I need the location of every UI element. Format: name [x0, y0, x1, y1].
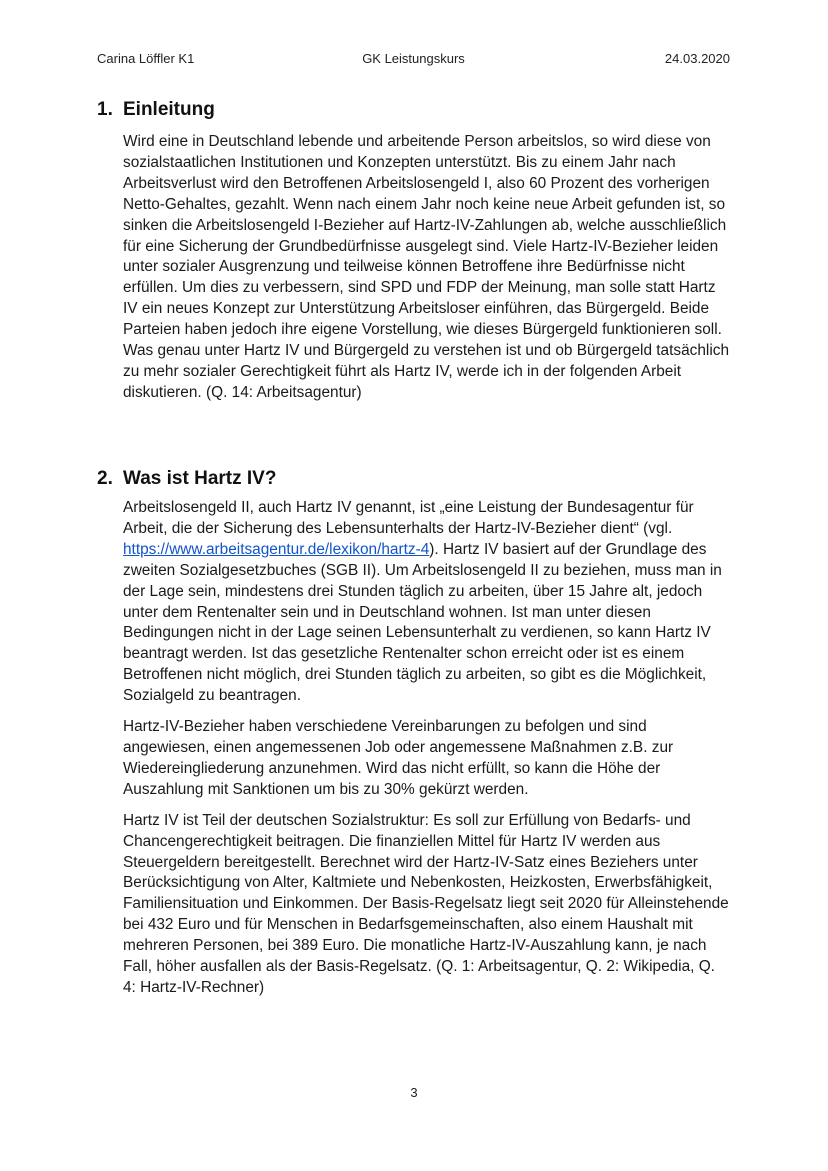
paragraph-text: ). Hartz IV basiert auf der Grundlage des zweiten Sozialgesetzbuches (SGB II). Um Arbeitslosengeld II zu beziehen, muss man in der Lage sein, mindestens drei Stunden täglich zu arbeiten, über 15 Jahre alt, jedoch unter dem Rentenalter sein und in Deutschland wohnen. Ist man unter diesen Bedingungen nicht in der Lage seinen Lebensunterhalt zu verdienen, so kann Hartz IV beantragt werden. Ist das gesetzliche Rentenalter schon erreicht oder ist es einem Betroffenen nicht möglich, drei Stunden täglich zu arbeiten, so gibt es die Möglichkeit, Sozialgeld zu beantragen. [123, 540, 722, 705]
section-was-ist-hartz-iv [97, 467, 737, 999]
paragraph-text: Arbeitslosengeld II, auch Hartz IV genannt, ist „eine Leistung der Bundesagentur für Arbeit, die der Sicherung des Lebensunterhalts der Hartz-IV-Bezieher dient“ (vgl. [123, 499, 694, 537]
paragraph: Wird eine in Deutschland lebende und arbeitende Person arbeitslos, so wird diese von sozialstaatlichen Institutionen und Konzepten unterstützt. Bis zu einem Jahr nach Arbeitsverlust wird den Betroffenen Arbeitslosengeld I, also 60 Prozent des vorherigen Netto-Gehaltes, gezahlt. Wenn nach einem Jahr noch keine neue Arbeit gefunden ist, so sinken die Arbeitslosengeld I-Bezieher auf Hartz-IV-Zahlungen ab, welche ausschließlich für eine Sicherung der Grundbedürfnisse ausgelegt sind. Viele Hartz-IV-Bezieher leiden unter sozialer Ausgrenzung und teilweise können Betroffene ihre Bedürfnisse nicht erfüllen. Um dies zu verbessern, sind SPD und FDP der Meinung, man solle statt Hartz IV ein neues Konzept zur Unterstützung Arbeitsloser einführen, das Bürgergeld. Beide Parteien haben jedoch ihre eigene Vorstellung, wie dieses Bürgergeld funktionieren soll. Was genau unter Hartz IV und Bürgergeld zu verstehen ist und ob Bürgergeld tatsächlich zu mehr sozialer Gerechtigkeit führt als Hartz IV, werde ich in der folgenden Arbeit diskutieren. (Q. 14: Arbeitsagentur) [123, 133, 729, 401]
section-title: Einleitung [123, 99, 215, 120]
paragraph [123, 498, 729, 707]
section-body [123, 132, 729, 404]
header-author-class: Carina Löffler K1 [97, 51, 195, 66]
header-course: GK Leistungskurs [362, 51, 465, 66]
section-heading [97, 467, 737, 491]
page-number: 3 [410, 1085, 418, 1100]
section-einleitung [97, 98, 737, 404]
paragraph: Hartz IV ist Teil der deutschen Sozialstruktur: Es soll zur Erfüllung von Bedarfs- und Chancengerechtigkeit beitragen. Die finanziellen Mittel für Hartz IV werden aus Steuergeldern bereitgestellt. Berechnet wird der Hartz-IV-Satz eines Beziehers unter Berücksichtigung von Alter, Kaltmiete und Nebenkosten, Heizkosten, Erwerbsfähigkeit, Familiensituation und Einkommen. Der Basis-Regelsatz liegt seit 2020 für Alleinstehende bei 432 Euro und für Menschen in Bedarfsgemeinschaften, also einem Haushalt mit mehreren Personen, bei 389 Euro. Die monatliche Hartz-IV-Auszahlung kann, je nach Fall, höher ausfallen als der Basis-Regelsatz. (Q. 1: Arbeitsagentur, Q. 2: Wikipedia, Q. 4: Hartz-IV-Rechner) [123, 811, 729, 996]
section-number: 1. [97, 99, 113, 120]
section-heading [97, 98, 737, 122]
section-body [123, 498, 729, 999]
arbeitsagentur-link[interactable]: https://www.arbeitsagentur.de/lexikon/hartz-4 [123, 540, 430, 558]
paragraph: Hartz-IV-Bezieher haben verschiedene Vereinbarungen zu befolgen und sind angewiesen, einen angemessenen Job oder angemessene Maßnahmen z.B. zur Wiedereingliederung anzunehmen. Wird das nicht erfüllt, so kann die Höhe der Auszahlung mit Sanktionen um bis zu 30% gekürzt werden. [123, 718, 674, 798]
section-title: Was ist Hartz IV? [123, 468, 277, 489]
page-header [97, 51, 730, 69]
section-number: 2. [97, 468, 113, 489]
header-date: 24.03.2020 [664, 51, 730, 66]
